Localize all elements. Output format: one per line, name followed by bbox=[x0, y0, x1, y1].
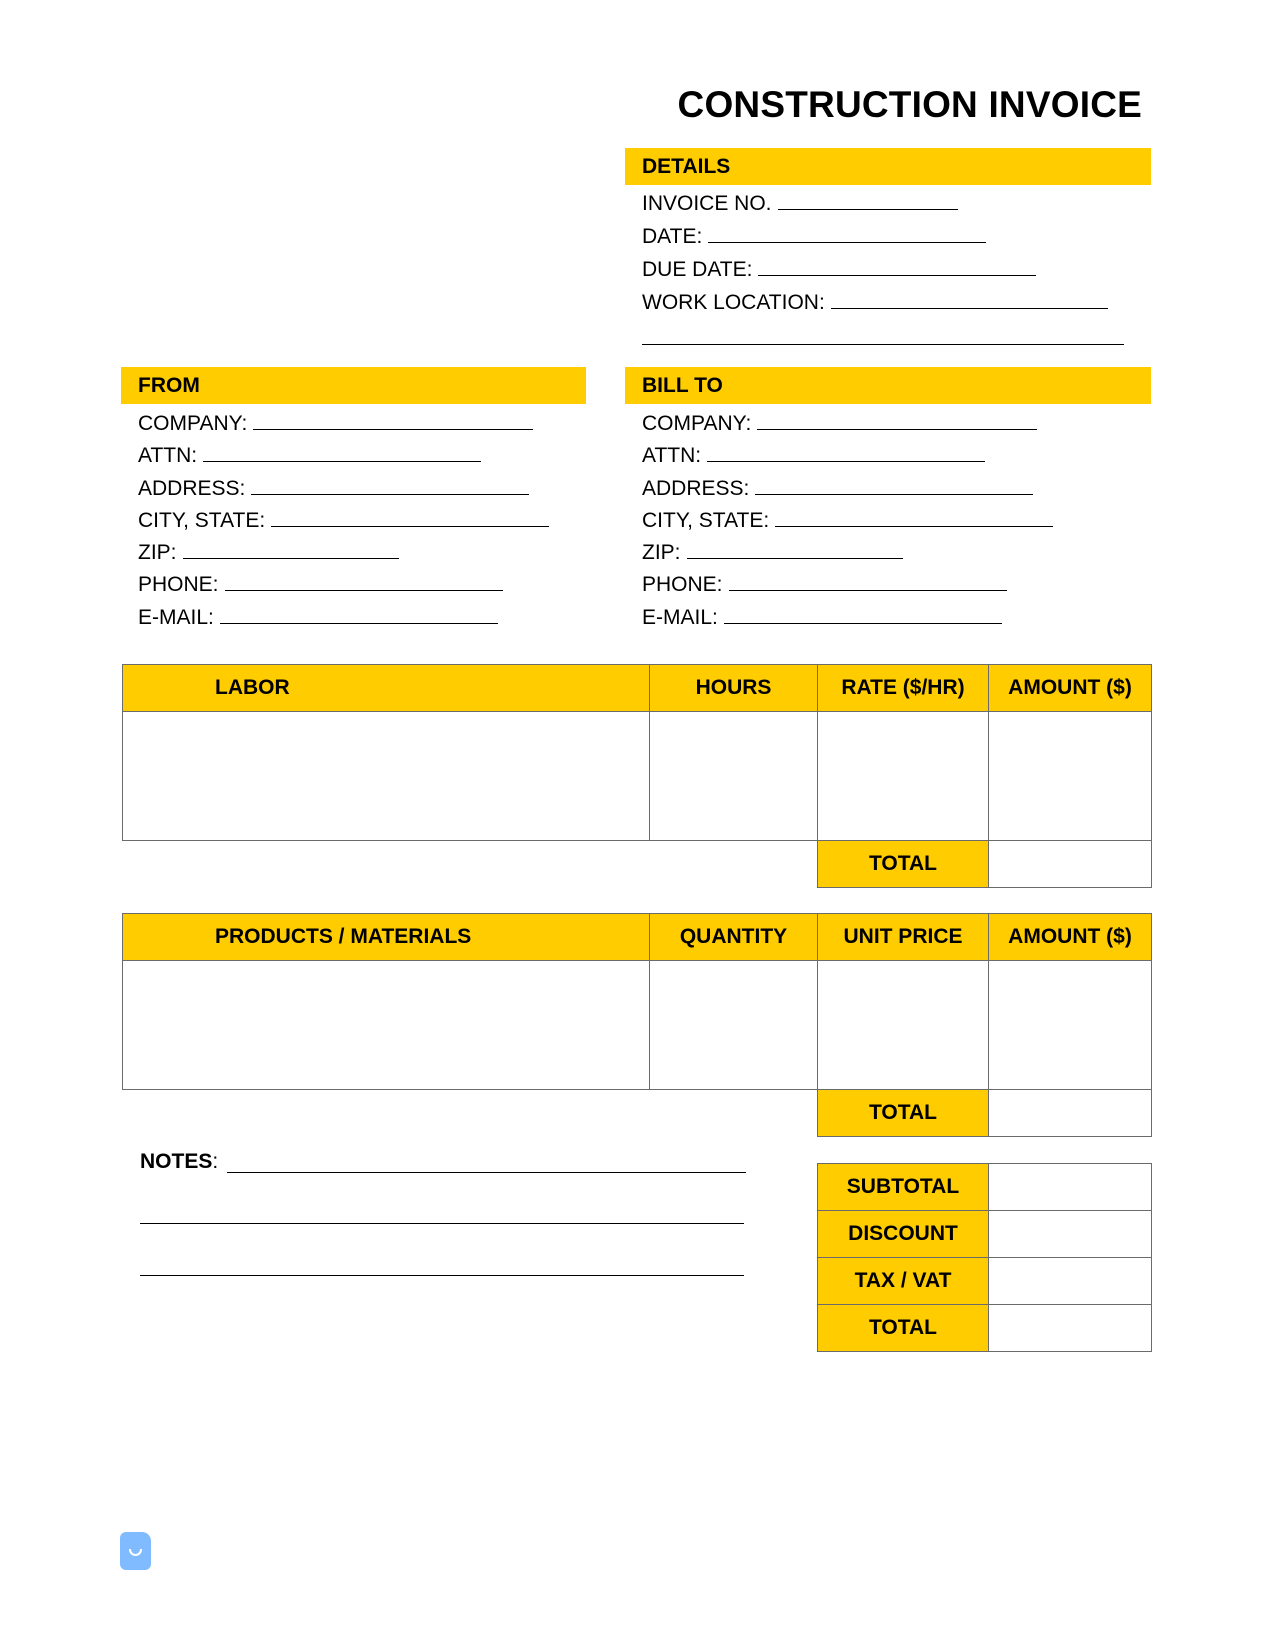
from-attn-input[interactable] bbox=[203, 441, 481, 462]
summary-row-subtotal bbox=[818, 1164, 1152, 1211]
materials-total-spacer-2 bbox=[650, 1090, 818, 1137]
unit-price-header: UNIT PRICE bbox=[818, 914, 989, 961]
materials-quantity-cell[interactable] bbox=[650, 961, 818, 1090]
rate-header: RATE ($/HR) bbox=[818, 665, 989, 712]
from-company-label: COMPANY: bbox=[138, 412, 248, 435]
details-header: DETAILS bbox=[625, 148, 1151, 185]
smile-logo-icon bbox=[120, 1532, 151, 1570]
subtotal-label: SUBTOTAL bbox=[818, 1164, 989, 1211]
labor-total-value[interactable] bbox=[989, 841, 1152, 888]
labor-total-spacer-2 bbox=[650, 841, 818, 888]
materials-row bbox=[123, 961, 1152, 1090]
from-city-state-field[interactable] bbox=[138, 506, 549, 534]
from-address-field[interactable] bbox=[138, 474, 529, 502]
from-company-input[interactable] bbox=[253, 409, 533, 430]
bill-to-attn-field[interactable] bbox=[642, 441, 985, 469]
summary-row-tax bbox=[818, 1258, 1152, 1305]
from-phone-input[interactable] bbox=[225, 570, 503, 591]
tax-vat-label: TAX / VAT bbox=[818, 1258, 989, 1305]
discount-value[interactable] bbox=[989, 1211, 1152, 1258]
from-zip-field[interactable] bbox=[138, 538, 399, 566]
date-label: DATE: bbox=[642, 225, 703, 248]
from-address-label: ADDRESS: bbox=[138, 477, 246, 500]
bill-to-zip-input[interactable] bbox=[687, 538, 903, 559]
work-location-input[interactable] bbox=[831, 288, 1108, 309]
notes-line-2[interactable] bbox=[140, 1223, 744, 1224]
tax-vat-value[interactable] bbox=[989, 1258, 1152, 1305]
bill-to-city-state-input[interactable] bbox=[775, 506, 1053, 527]
work-location-label: WORK LOCATION: bbox=[642, 291, 825, 314]
due-date-label: DUE DATE: bbox=[642, 258, 753, 281]
notes-line-3[interactable] bbox=[140, 1275, 744, 1276]
notes-label: NOTES bbox=[140, 1150, 213, 1173]
grand-total-value[interactable] bbox=[989, 1305, 1152, 1352]
materials-amount-header: AMOUNT ($) bbox=[989, 914, 1152, 961]
bill-to-address-input[interactable] bbox=[755, 474, 1033, 495]
bill-to-company-field[interactable] bbox=[642, 409, 1037, 437]
invoice-no-input[interactable] bbox=[778, 189, 958, 210]
labor-description-cell[interactable] bbox=[123, 712, 650, 841]
from-city-state-label: CITY, STATE: bbox=[138, 509, 266, 532]
invoice-no-label: INVOICE NO. bbox=[642, 192, 772, 215]
from-zip-input[interactable] bbox=[183, 538, 399, 559]
materials-total-row bbox=[123, 1090, 1152, 1137]
labor-total-spacer bbox=[123, 841, 650, 888]
quantity-header: QUANTITY bbox=[650, 914, 818, 961]
labor-total-label: TOTAL bbox=[818, 841, 989, 888]
bill-to-header: BILL TO bbox=[625, 367, 1151, 404]
labor-header-row bbox=[123, 665, 1152, 712]
summary-row-discount bbox=[818, 1211, 1152, 1258]
from-attn-field[interactable] bbox=[138, 441, 481, 469]
date-input[interactable] bbox=[708, 222, 986, 243]
labor-amount-header: AMOUNT ($) bbox=[989, 665, 1152, 712]
work-location-field[interactable] bbox=[642, 288, 1108, 316]
bill-to-phone-input[interactable] bbox=[729, 570, 1007, 591]
from-header: FROM bbox=[121, 367, 586, 404]
materials-total-value[interactable] bbox=[989, 1090, 1152, 1137]
invoice-no-field[interactable] bbox=[642, 189, 958, 217]
materials-description-cell[interactable] bbox=[123, 961, 650, 1090]
bill-to-company-label: COMPANY: bbox=[642, 412, 752, 435]
from-email-input[interactable] bbox=[220, 603, 498, 624]
date-field[interactable] bbox=[642, 222, 986, 250]
materials-total-spacer bbox=[123, 1090, 650, 1137]
bill-to-email-input[interactable] bbox=[724, 603, 1002, 624]
materials-header: PRODUCTS / MATERIALS bbox=[123, 914, 650, 961]
materials-header-row bbox=[123, 914, 1152, 961]
labor-row bbox=[123, 712, 1152, 841]
from-phone-label: PHONE: bbox=[138, 573, 219, 596]
bill-to-phone-field[interactable] bbox=[642, 570, 1007, 598]
notes-field[interactable] bbox=[140, 1150, 218, 1174]
smile-mouth bbox=[129, 1549, 142, 1556]
materials-total-label: TOTAL bbox=[818, 1090, 989, 1137]
summary-table bbox=[817, 1163, 1152, 1352]
due-date-field[interactable] bbox=[642, 255, 1036, 283]
from-phone-field[interactable] bbox=[138, 570, 503, 598]
document-title: CONSTRUCTION INVOICE bbox=[677, 84, 1142, 125]
bill-to-zip-field[interactable] bbox=[642, 538, 903, 566]
materials-amount-cell[interactable] bbox=[989, 961, 1152, 1090]
work-location-line-2[interactable] bbox=[642, 344, 1124, 345]
labor-table bbox=[122, 664, 1152, 888]
bill-to-attn-input[interactable] bbox=[707, 441, 985, 462]
labor-header: LABOR bbox=[123, 665, 650, 712]
labor-rate-cell[interactable] bbox=[818, 712, 989, 841]
labor-total-row bbox=[123, 841, 1152, 888]
materials-table bbox=[122, 913, 1152, 1137]
bill-to-city-state-field[interactable] bbox=[642, 506, 1053, 534]
hours-header: HOURS bbox=[650, 665, 818, 712]
from-company-field[interactable] bbox=[138, 409, 533, 437]
grand-total-label: TOTAL bbox=[818, 1305, 989, 1352]
from-attn-label: ATTN: bbox=[138, 444, 198, 467]
from-address-input[interactable] bbox=[251, 474, 529, 495]
bill-to-address-field[interactable] bbox=[642, 474, 1033, 502]
bill-to-company-input[interactable] bbox=[757, 409, 1037, 430]
bill-to-attn-label: ATTN: bbox=[642, 444, 702, 467]
due-date-input[interactable] bbox=[758, 255, 1036, 276]
from-email-field[interactable] bbox=[138, 603, 498, 631]
materials-unit-price-cell[interactable] bbox=[818, 961, 989, 1090]
bill-to-zip-label: ZIP: bbox=[642, 541, 681, 564]
from-email-label: E-MAIL: bbox=[138, 606, 214, 629]
bill-to-city-state-label: CITY, STATE: bbox=[642, 509, 770, 532]
bill-to-email-field[interactable] bbox=[642, 603, 1002, 631]
notes-line-1[interactable] bbox=[227, 1172, 746, 1173]
subtotal-value[interactable] bbox=[989, 1164, 1152, 1211]
bill-to-address-label: ADDRESS: bbox=[642, 477, 750, 500]
notes-colon: : bbox=[212, 1150, 219, 1173]
bill-to-phone-label: PHONE: bbox=[642, 573, 723, 596]
bill-to-email-label: E-MAIL: bbox=[642, 606, 718, 629]
labor-amount-cell[interactable] bbox=[989, 712, 1152, 841]
from-city-state-input[interactable] bbox=[271, 506, 549, 527]
labor-hours-cell[interactable] bbox=[650, 712, 818, 841]
discount-label: DISCOUNT bbox=[818, 1211, 989, 1258]
from-zip-label: ZIP: bbox=[138, 541, 177, 564]
summary-row-total bbox=[818, 1305, 1152, 1352]
